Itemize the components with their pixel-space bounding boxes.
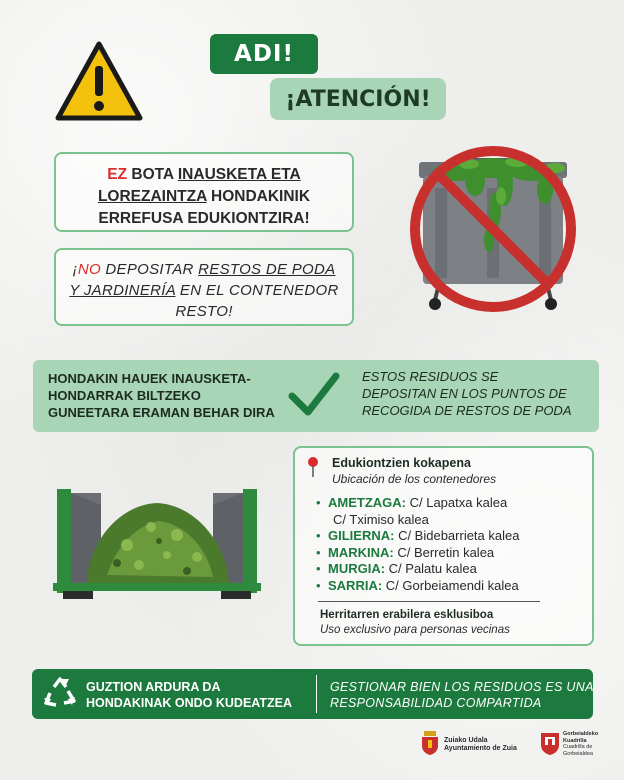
zuia-logo-line: Ayuntamiento de Zuia (444, 745, 517, 752)
zuia-logo-text (444, 737, 517, 753)
list-item: • MURGIA: C/ Palatu kalea (316, 561, 477, 576)
exclusive-use-eu: Herritarren erabilera esklusiboa (320, 609, 494, 621)
instruction-es-line: DEPOSITAN EN LOS PUNTOS DE (362, 386, 567, 401)
locations-list (316, 495, 519, 594)
instruction-eu-line: GUNEETARA ERAMAN BEHAR DIRA (48, 405, 275, 420)
instruction-es-line: ESTOS RESIDUOS SE (362, 369, 499, 384)
instruction-eu (48, 370, 278, 421)
warning-box-eu (54, 152, 354, 232)
list-item: • AMETZAGA: C/ Lapatxa kalea (316, 495, 508, 510)
footer-es-line: GESTIONAR BIEN LOS RESIDUOS ES UNA (330, 680, 594, 694)
zuia-coat-of-arms-icon (420, 730, 440, 756)
location-pin-icon (306, 456, 320, 478)
green-waste-skip-image (47, 485, 267, 603)
gorbeialdea-logo-line: Gorbeialdeko (563, 731, 599, 737)
instruction-eu-line: HONDARRAK BILTZEKO (48, 388, 201, 403)
instruction-es-line: RECOGIDA DE RESTOS DE PODA (362, 403, 572, 418)
exclusive-use-es: Uso exclusivo para personas vecinas (320, 624, 510, 636)
lorezaintza-text: LOREZAINTZA (97, 188, 207, 205)
zuia-logo-line: Zuiako Udala (444, 737, 488, 744)
ez-word: EZ (107, 166, 128, 183)
atencion-badge: ¡ATENCIÓN! (270, 78, 446, 120)
list-item: • SARRIA: C/ Gorbeiamendi kalea (316, 577, 519, 593)
locations-subtitle: Ubicación de los contenedores (332, 472, 497, 486)
instruction-es (362, 368, 592, 419)
resto-text: RESTO! (175, 303, 233, 320)
recycle-icon (42, 675, 78, 711)
open-excl: ¡ (72, 261, 78, 278)
list-item: C/ Tximiso kalea (333, 511, 429, 527)
depositar-word: DEPOSITAR (100, 261, 199, 278)
inausketa-text: INAUSKETA ETA (177, 166, 301, 183)
prohibited-container-icon (405, 140, 581, 318)
errefusa-text: ERREFUSA EDUKIONTZIRA! (98, 210, 310, 227)
footer-eu-line: HONDAKINAK ONDO KUDEATZEA (86, 696, 293, 710)
gorbeialdea-logo-icon (539, 730, 561, 756)
gorbeialdea-logo-text (563, 731, 598, 757)
gorbeialdea-logo-line: Cuadrilla de (563, 744, 593, 750)
restos-text: RESTOS DE PODA (198, 261, 336, 278)
adi-badge: ADI! (210, 34, 318, 74)
hondakinik-text: HONDAKINIK (206, 188, 311, 205)
warning-triangle-icon (54, 40, 144, 122)
divider (318, 601, 540, 602)
gorbeialdea-logo-line: Kuadrilla (563, 737, 587, 744)
bota-word: BOTA (127, 166, 178, 183)
jardineria-text: Y JARDINERÍA (69, 282, 176, 299)
footer-es (330, 679, 594, 711)
list-item: • MARKINA: C/ Berretin kalea (316, 544, 495, 560)
instruction-eu-line: HONDAKIN HAUEK INAUSKETA- (48, 371, 251, 386)
list-item: • GILIERNA: C/ Bidebarrieta kalea (316, 528, 520, 543)
no-word: NO (77, 261, 101, 278)
gorbeialdea-logo-line: Gorbeialdea (563, 750, 593, 757)
contenedor-text: EN EL CONTENEDOR (175, 282, 339, 299)
footer-eu-line: GUZTION ARDURA DA (86, 680, 221, 694)
check-icon (288, 370, 340, 420)
footer-eu (86, 679, 292, 711)
footer-es-line: RESPONSABILIDAD COMPARTIDA (330, 696, 542, 710)
warning-box-es (54, 248, 354, 326)
locations-title: Edukiontzien kokapena (332, 456, 471, 470)
footer-separator (316, 675, 317, 713)
